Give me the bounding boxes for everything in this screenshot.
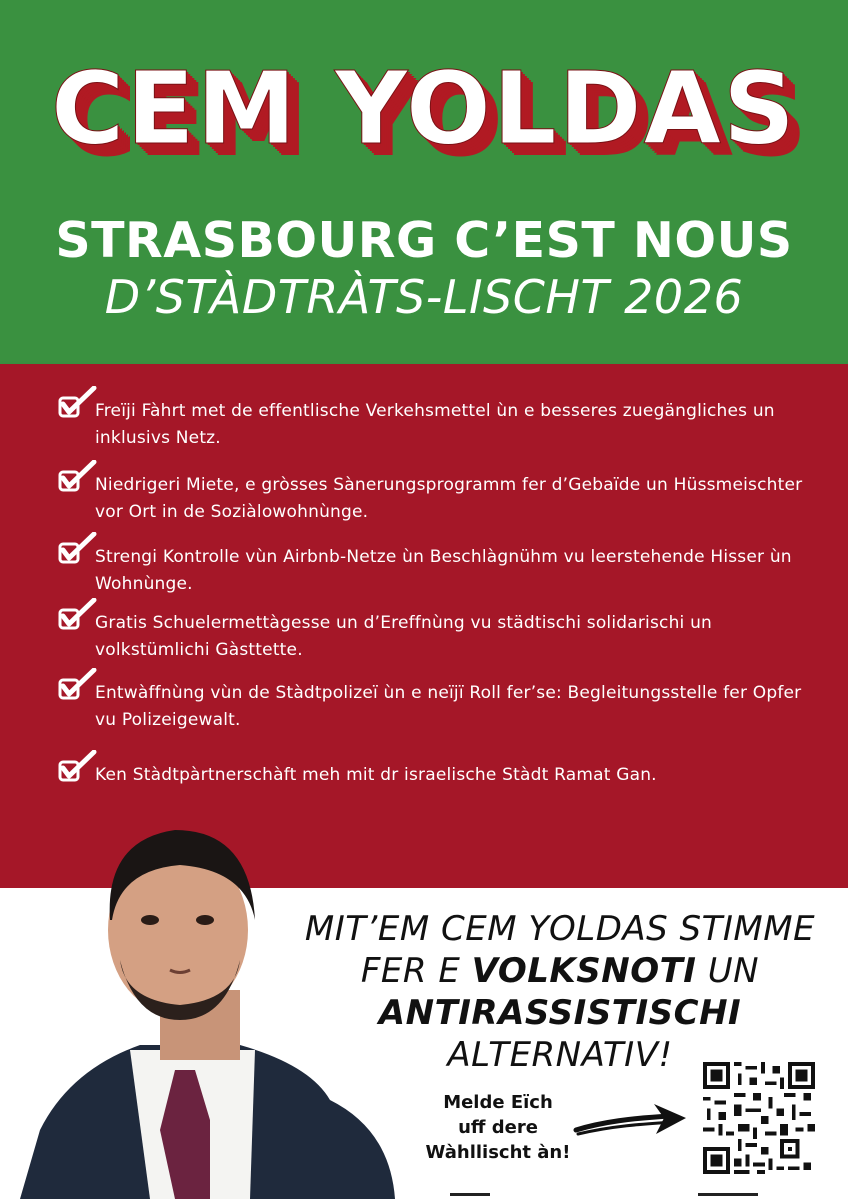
program-item-text: Strengi Kontrolle vùn Airbnb-Netze ùn Beschlàgnühm vu leerstehende Hisser ùn Wohnùnge. <box>95 547 792 594</box>
call-line-2-bold: VOLKSNOTI <box>471 951 697 991</box>
checkbox-check-icon <box>58 460 98 494</box>
checkbox-check-icon <box>58 386 98 420</box>
signup-line-2: uff dere <box>458 1117 538 1138</box>
qr-code-icon[interactable] <box>703 1062 815 1174</box>
program-item-text: Freïji Fàhrt met de effentlische Verkehsmettel ùn e besseres zuegängliches un inklusivs Netz. <box>95 401 775 448</box>
call-line-3-post: ALTERNATIV! <box>447 1035 673 1075</box>
arrow-right-icon <box>572 1100 692 1140</box>
candidate-photo <box>0 800 440 1199</box>
list-title: D’STÀDTRÀTS-LISCHT 2026 <box>104 270 744 324</box>
signup-line-1: Melde Eïch <box>443 1092 553 1113</box>
checkbox-check-icon <box>58 598 98 632</box>
campaign-slogan: STRASBOURG C’EST NOUS <box>55 212 793 269</box>
signup-line-3: Wàhllischt àn! <box>425 1142 571 1163</box>
program-item-text: Niedrigeri Miete, e gròsses Sànerungsprogramm fer d’Gebaïde un Hüssmeischter vor Ort in de Soziàlowohnùnge. <box>95 475 803 522</box>
program-item-text: Ken Stàdtpàrtnerschàft meh mit dr israelische Stàdt Ramat Gan. <box>95 765 657 785</box>
candidate-name: CEM YOLDAS <box>50 50 798 167</box>
call-line-1: MIT’EM CEM YOLDAS STIMME <box>304 909 816 949</box>
call-line-3-bold: ANTIRASSISTISCHI <box>378 993 742 1033</box>
signup-text <box>424 1090 572 1165</box>
bottom-edge-marks <box>440 1190 848 1199</box>
program-item-text: Gratis Schuelermettàgesse un d’Ereffnùng vu städtischi solidarischi un volkstümlichi Gàsttette. <box>95 613 713 660</box>
call-line-2-post: UN <box>696 951 760 991</box>
call-line-2-pre: FER E <box>360 951 472 991</box>
checkbox-check-icon <box>58 532 98 566</box>
program-item-text: Entwàffnùng vùn de Stàdtpolizeï ùn e neïjï Roll fer’se: Begleitungsstelle fer Opfer vu Polizeigewalt. <box>95 683 802 730</box>
checkbox-check-icon <box>58 750 98 784</box>
checkbox-check-icon <box>58 668 98 702</box>
